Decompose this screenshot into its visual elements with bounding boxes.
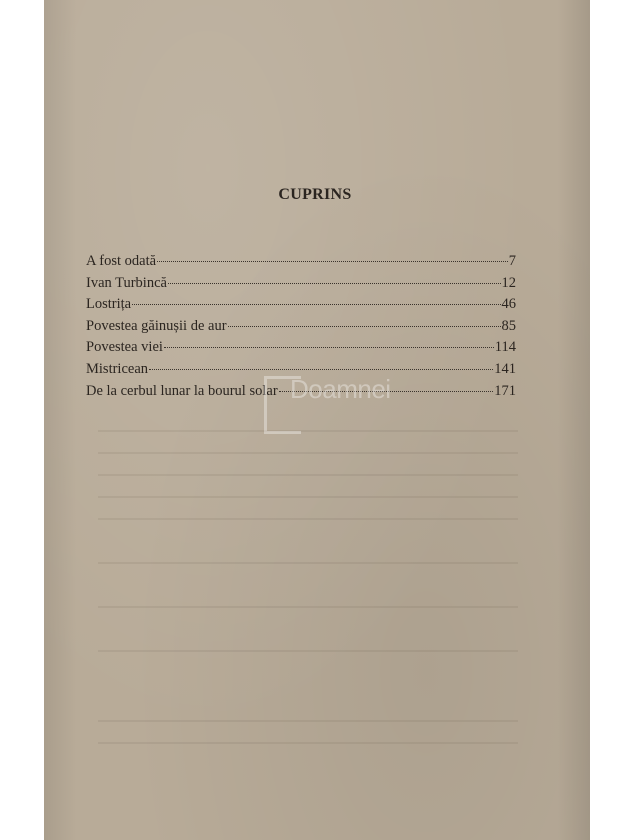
toc-entry-title: Mistricean — [86, 360, 149, 377]
toc-entry — [86, 275, 516, 297]
toc-leader-dots — [164, 347, 494, 348]
toc-entry — [86, 296, 516, 318]
toc-entry-title: De la cerbul lunar la bourul solar — [86, 382, 278, 399]
toc-leader-dots — [228, 326, 501, 327]
toc-entry-page: 171 — [494, 382, 516, 399]
toc-entry-title: A fost odată — [86, 253, 157, 269]
toc-entry — [86, 339, 516, 361]
watermark-logo — [264, 368, 391, 438]
toc-entry — [86, 253, 516, 275]
toc-entry-title: Ivan Turbincă — [86, 274, 167, 291]
toc-leader-dots — [157, 261, 508, 262]
toc-entry-page: 46 — [501, 296, 516, 313]
show-through-line — [98, 562, 518, 564]
toc-entry-page: 141 — [494, 360, 516, 377]
toc-entry-title: Lostrița — [86, 296, 132, 313]
page-title: CUPRINS — [278, 186, 352, 203]
toc-entry-page: 114 — [494, 339, 516, 356]
show-through-line — [98, 720, 518, 722]
toc-entry-page: 7 — [508, 253, 516, 269]
toc-entry-page: 85 — [501, 317, 516, 334]
toc-entry-page: 12 — [501, 274, 516, 291]
toc-entry-title: Povestea viei — [86, 339, 163, 356]
toc-entry-title: Povestea găinușii de aur — [86, 317, 227, 334]
toc-leader-dots — [132, 304, 500, 305]
watermark-text: Doamnei — [290, 374, 391, 404]
show-through-line — [98, 742, 518, 744]
toc-entry — [86, 318, 516, 340]
show-through-line — [98, 606, 518, 608]
show-through-line — [98, 518, 518, 520]
show-through-line — [98, 474, 518, 476]
show-through-line — [98, 452, 518, 454]
show-through-line — [98, 496, 518, 498]
toc-leader-dots — [168, 283, 501, 284]
show-through-line — [98, 650, 518, 652]
